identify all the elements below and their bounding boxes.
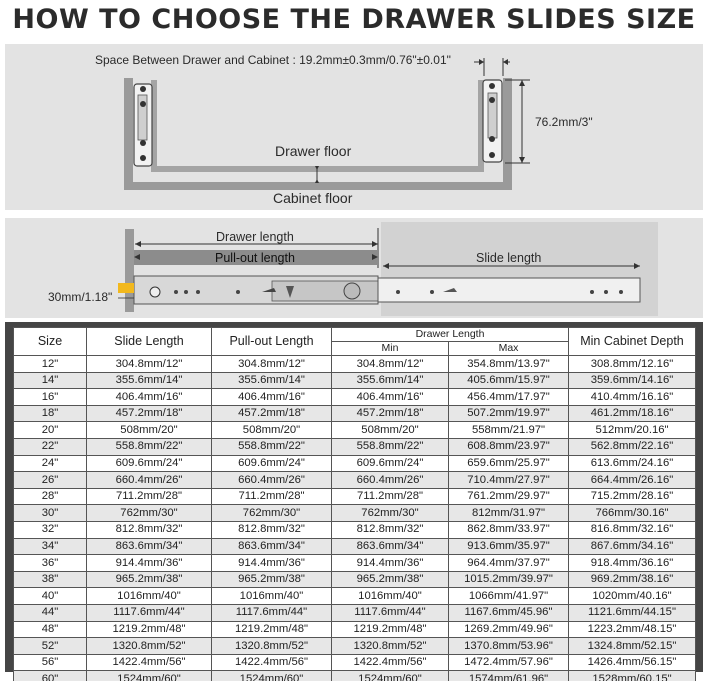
cell-slide-length: 406.4mm/16" [87,389,212,406]
cell-slide-length: 863.6mm/34" [87,538,212,555]
table-row [14,521,696,538]
cell-slide-length: 355.6mm/14" [87,372,212,389]
pull-out-length-label: Pull-out length [215,251,295,265]
slide-length-label: Slide length [476,251,542,265]
table-row [14,405,696,422]
cell-drawer-length-max: 761.2mm/29.97" [449,488,569,505]
cell-size: 12" [14,356,87,373]
table-row [14,455,696,472]
cell-size: 26" [14,472,87,489]
cell-drawer-length-max: 1269.2mm/49.96" [449,621,569,638]
cell-pull-out-length: 863.6mm/34" [212,538,332,555]
cell-drawer-length-max: 862.8mm/33.97" [449,521,569,538]
table-row [14,571,696,588]
header-min-cabinet-depth: Min Cabinet Depth [569,328,696,356]
cell-drawer-length-max: 1066mm/41.97" [449,588,569,605]
cell-size: 34" [14,538,87,555]
cell-slide-length: 914.4mm/36" [87,555,212,572]
table-row [14,654,696,671]
cell-min-cabinet-depth: 1121.6mm/44.15" [569,604,696,621]
cell-pull-out-length: 812.8mm/32" [212,521,332,538]
cabinet-outline [124,78,512,190]
cell-pull-out-length: 711.2mm/28" [212,488,332,505]
cell-drawer-length-max: 405.6mm/15.97" [449,372,569,389]
cell-drawer-length-max: 1472.4mm/57.96" [449,654,569,671]
cell-slide-length: 1219.2mm/48" [87,621,212,638]
cell-drawer-length-max: 354.8mm/13.97" [449,356,569,373]
cell-slide-length: 711.2mm/28" [87,488,212,505]
cell-pull-out-length: 406.4mm/16" [212,389,332,406]
right-slide-icon [483,80,502,162]
cell-min-cabinet-depth: 1020mm/40.16" [569,588,696,605]
table-row [14,621,696,638]
cell-pull-out-length: 1117.6mm/44" [212,604,332,621]
cell-drawer-length-min: 609.6mm/24" [332,455,449,472]
table-row [14,438,696,455]
cell-slide-length: 1422.4mm/56" [87,654,212,671]
cell-pull-out-length: 304.8mm/12" [212,356,332,373]
cell-size: 60" [14,671,87,681]
cell-drawer-length-min: 711.2mm/28" [332,488,449,505]
cell-drawer-length-max: 507.2mm/19.97" [449,405,569,422]
cell-min-cabinet-depth: 308.8mm/12.16" [569,356,696,373]
cell-pull-out-length: 1016mm/40" [212,588,332,605]
cell-drawer-length-max: 812mm/31.97" [449,505,569,522]
cell-size: 52" [14,638,87,655]
cell-size: 20" [14,422,87,439]
cell-drawer-length-max: 608.8mm/23.97" [449,438,569,455]
table-row [14,638,696,655]
cell-slide-length: 508mm/20" [87,422,212,439]
height-label: 76.2mm/3" [535,115,593,129]
cell-min-cabinet-depth: 613.6mm/24.16" [569,455,696,472]
cell-drawer-length-max: 1015.2mm/39.97" [449,571,569,588]
offset-label: 30mm/1.18" [48,290,113,304]
cabinet-front-panel [125,229,134,312]
cell-min-cabinet-depth: 562.8mm/22.16" [569,438,696,455]
cell-size: 44" [14,604,87,621]
table-row [14,555,696,572]
cell-slide-length: 1117.6mm/44" [87,604,212,621]
cell-drawer-length-min: 457.2mm/18" [332,405,449,422]
cell-pull-out-length: 1320.8mm/52" [212,638,332,655]
header-size: Size [14,328,87,356]
cell-slide-length: 812.8mm/32" [87,521,212,538]
cell-slide-length: 609.6mm/24" [87,455,212,472]
cell-slide-length: 558.8mm/22" [87,438,212,455]
cell-size: 36" [14,555,87,572]
cell-pull-out-length: 1524mm/60" [212,671,332,681]
cell-pull-out-length: 558.8mm/22" [212,438,332,455]
cell-slide-length: 304.8mm/12" [87,356,212,373]
header-slide-length: Slide Length [87,328,212,356]
cell-slide-length: 1016mm/40" [87,588,212,605]
cell-size: 30" [14,505,87,522]
table-row [14,538,696,555]
size-table-body [14,356,696,681]
cell-drawer-length-min: 1524mm/60" [332,671,449,681]
cell-pull-out-length: 762mm/30" [212,505,332,522]
cell-size: 24" [14,455,87,472]
table-row [14,389,696,406]
cabinet-slide-member [378,278,640,302]
cross-section-diagram [0,0,708,215]
drawer-floor-label: Drawer floor [275,143,352,159]
cell-slide-length: 457.2mm/18" [87,405,212,422]
cell-min-cabinet-depth: 969.2mm/38.16" [569,571,696,588]
cell-min-cabinet-depth: 1528mm/60.15" [569,671,696,681]
table-row [14,588,696,605]
cell-min-cabinet-depth: 512mm/20.16" [569,422,696,439]
cell-size: 56" [14,654,87,671]
cell-min-cabinet-depth: 410.4mm/16.16" [569,389,696,406]
cell-slide-length: 965.2mm/38" [87,571,212,588]
cell-drawer-length-max: 558mm/21.97" [449,422,569,439]
cell-drawer-length-min: 914.4mm/36" [332,555,449,572]
cell-drawer-length-min: 508mm/20" [332,422,449,439]
cell-drawer-length-min: 660.4mm/26" [332,472,449,489]
cell-size: 38" [14,571,87,588]
cell-drawer-length-max: 1574mm/61.96" [449,671,569,681]
cell-drawer-length-min: 355.6mm/14" [332,372,449,389]
cell-drawer-length-max: 710.4mm/27.97" [449,472,569,489]
cell-drawer-length-min: 1016mm/40" [332,588,449,605]
table-row [14,356,696,373]
cell-size: 14" [14,372,87,389]
drawer-length-label: Drawer length [216,230,294,244]
cell-drawer-length-min: 304.8mm/12" [332,356,449,373]
cell-drawer-length-min: 812.8mm/32" [332,521,449,538]
cell-min-cabinet-depth: 461.2mm/18.16" [569,405,696,422]
header-pull-out-length: Pull-out Length [212,328,332,356]
cell-pull-out-length: 457.2mm/18" [212,405,332,422]
cell-min-cabinet-depth: 715.2mm/28.16" [569,488,696,505]
cell-min-cabinet-depth: 766mm/30.16" [569,505,696,522]
side-view-diagram [0,215,708,325]
cell-pull-out-length: 914.4mm/36" [212,555,332,572]
cell-drawer-length-min: 558.8mm/22" [332,438,449,455]
cell-drawer-length-max: 913.6mm/35.97" [449,538,569,555]
cell-drawer-length-min: 1117.6mm/44" [332,604,449,621]
table-row [14,604,696,621]
space-label: Space Between Drawer and Cabinet : 19.2mm±0.3mm/0.76"±0.01" [95,53,451,67]
table-row [14,505,696,522]
cell-min-cabinet-depth: 918.4mm/36.16" [569,555,696,572]
cell-min-cabinet-depth: 867.6mm/34.16" [569,538,696,555]
cell-pull-out-length: 660.4mm/26" [212,472,332,489]
cell-drawer-length-max: 1167.6mm/45.96" [449,604,569,621]
cell-min-cabinet-depth: 664.4mm/26.16" [569,472,696,489]
cell-size: 18" [14,405,87,422]
cell-size: 22" [14,438,87,455]
table-row [14,488,696,505]
size-table-panel [5,322,703,681]
cell-size: 28" [14,488,87,505]
cell-pull-out-length: 609.6mm/24" [212,455,332,472]
cell-drawer-length-min: 406.4mm/16" [332,389,449,406]
cell-min-cabinet-depth: 1324.8mm/52.15" [569,638,696,655]
cell-slide-length: 1320.8mm/52" [87,638,212,655]
header-max: Max [449,342,569,356]
cell-slide-length: 762mm/30" [87,505,212,522]
cell-drawer-length-max: 964.4mm/37.97" [449,555,569,572]
left-slide-icon [134,84,152,166]
cell-min-cabinet-depth: 359.6mm/14.16" [569,372,696,389]
cell-size: 32" [14,521,87,538]
cell-pull-out-length: 355.6mm/14" [212,372,332,389]
cell-min-cabinet-depth: 1426.4mm/56.15" [569,654,696,671]
header-min: Min [332,342,449,356]
cell-pull-out-length: 1422.4mm/56" [212,654,332,671]
cell-slide-length: 1524mm/60" [87,671,212,681]
table-row [14,372,696,389]
cell-pull-out-length: 965.2mm/38" [212,571,332,588]
cell-size: 48" [14,621,87,638]
header-drawer-length: Drawer Length [332,328,569,342]
cell-slide-length: 660.4mm/26" [87,472,212,489]
cell-size: 40" [14,588,87,605]
cell-min-cabinet-depth: 1223.2mm/48.15" [569,621,696,638]
cell-size: 16" [14,389,87,406]
cell-drawer-length-min: 863.6mm/34" [332,538,449,555]
cell-drawer-length-min: 1219.2mm/48" [332,621,449,638]
size-table [13,327,696,681]
table-row [14,671,696,681]
cell-drawer-length-min: 1320.8mm/52" [332,638,449,655]
cell-pull-out-length: 508mm/20" [212,422,332,439]
cell-drawer-length-max: 456.4mm/17.97" [449,389,569,406]
table-row [14,472,696,489]
cabinet-floor-label: Cabinet floor [273,190,353,206]
offset-marker [118,283,134,293]
cell-min-cabinet-depth: 816.8mm/32.16" [569,521,696,538]
cell-drawer-length-max: 1370.8mm/53.96" [449,638,569,655]
page-title: HOW TO CHOOSE THE DRAWER SLIDES SIZE [12,4,696,35]
cell-drawer-length-min: 762mm/30" [332,505,449,522]
cell-pull-out-length: 1219.2mm/48" [212,621,332,638]
cell-drawer-length-max: 659.6mm/25.97" [449,455,569,472]
table-row [14,422,696,439]
cell-drawer-length-min: 1422.4mm/56" [332,654,449,671]
cell-drawer-length-min: 965.2mm/38" [332,571,449,588]
